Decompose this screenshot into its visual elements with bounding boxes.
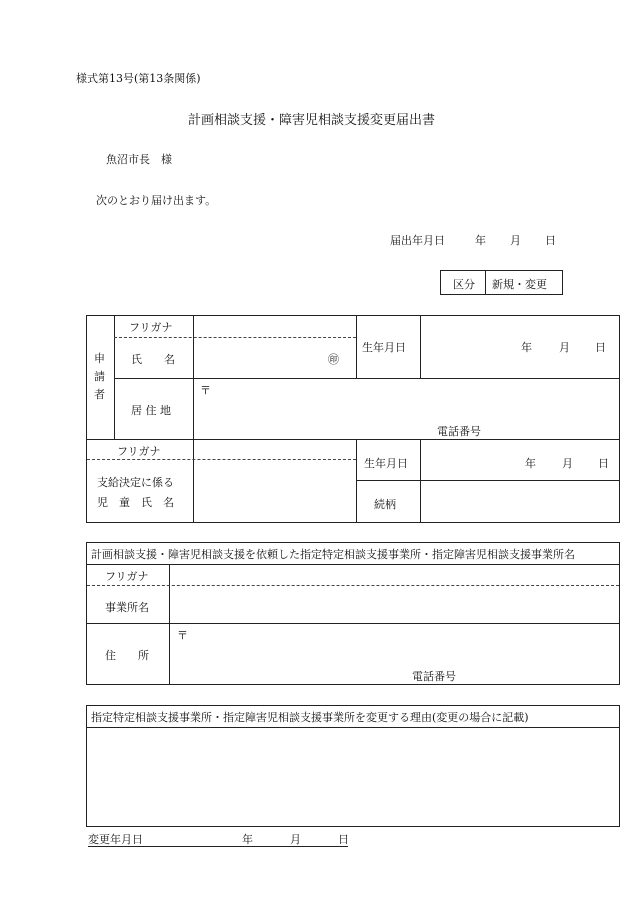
reason-field[interactable] [89,729,617,824]
form-number: 様式第13号(第13条関係) [76,72,201,85]
submission-date-label: 届出年月日 [390,234,445,247]
applicant-birth-day-unit: 日 [595,341,606,354]
divider [356,440,357,522]
applicant-label-char: 申 [94,352,105,365]
applicant-address-label: 居 住 地 [131,404,171,417]
child-name-label-2: 児 童 氏 名 [97,496,174,509]
change-month-unit: 月 [290,833,301,846]
child-relation-label: 続柄 [374,498,396,511]
office-furigana-field[interactable] [171,565,618,584]
submission-day-unit: 日 [545,234,556,247]
child-furigana-field[interactable] [195,441,355,458]
office-name-label: 事業所名 [105,601,149,614]
child-birthdate-field[interactable] [422,441,618,479]
divider [87,585,619,586]
applicant-address-field[interactable] [195,380,618,438]
page-title: 計画相談支援・障害児相談支援変更届出書 [188,113,436,128]
category-label: 区分 [453,278,475,291]
divider [356,480,619,481]
applicant-furigana-field[interactable] [195,317,355,336]
category-value[interactable]: 新規・変更 [492,278,547,291]
divider [87,459,356,460]
child-birth-year-unit: 年 [525,457,536,470]
category-divider [485,271,486,294]
divider [169,564,170,684]
child-furigana-label: フリガナ [117,445,161,458]
applicant-label-char: 請 [94,370,105,383]
applicant-birth-year-unit: 年 [521,341,532,354]
child-birth-month-unit: 月 [562,457,573,470]
applicant-birthdate-field[interactable] [422,317,618,377]
divider [87,623,619,624]
applicant-label-char: 者 [94,388,105,401]
category-box [440,270,563,295]
intro-text: 次のとおり届け出ます。 [96,194,217,207]
change-date-label: 変更年月日 [88,833,143,846]
reason-header: 指定特定相談支援事業所・指定障害児相談支援事業所を変更する理由(変更の場合に記載) [91,711,529,724]
applicant-birthdate-label: 生年月日 [362,341,406,354]
change-day-unit: 日 [338,833,349,846]
applicant-birth-month-unit: 月 [559,341,570,354]
addressee: 魚沼市長 様 [106,153,172,166]
applicant-group-label [94,350,105,404]
divider [114,337,356,338]
divider [114,378,619,379]
change-date-field[interactable] [150,829,240,845]
divider [420,440,421,522]
divider [420,316,421,378]
office-header: 計画相談支援・障害児相談支援を依頼した指定特定相談支援事業所・指定障害児相談支援事業所名 [91,548,575,561]
seal-mark: ㊞ [328,353,339,366]
office-phone-label: 電話番号 [412,670,456,683]
child-birth-day-unit: 日 [598,457,609,470]
applicant-phone-label: 電話番号 [437,425,481,438]
child-birthdate-label: 生年月日 [364,457,408,470]
office-table [86,542,620,685]
divider [193,316,194,522]
child-relation-field[interactable] [422,482,618,521]
submission-month-unit: 月 [510,234,521,247]
office-furigana-label: フリガナ [105,570,149,583]
divider [356,316,357,378]
divider [87,439,619,440]
child-name-label-1: 支給決定に係る [97,476,174,489]
change-date-underline [88,846,348,847]
office-name-field[interactable] [171,587,618,622]
child-name-field[interactable] [195,461,355,521]
office-address-field[interactable] [171,625,618,683]
applicant-name-label: 氏 名 [131,353,175,366]
office-postal-mark: 〒 [177,629,188,642]
postal-mark: 〒 [200,384,211,397]
reason-table [86,705,620,827]
change-year-unit: 年 [242,833,253,846]
office-address-label: 住 所 [105,649,149,662]
applicant-furigana-label: フリガナ [129,321,173,334]
submission-year-unit: 年 [475,234,486,247]
applicant-table [86,315,620,523]
divider [87,727,619,728]
